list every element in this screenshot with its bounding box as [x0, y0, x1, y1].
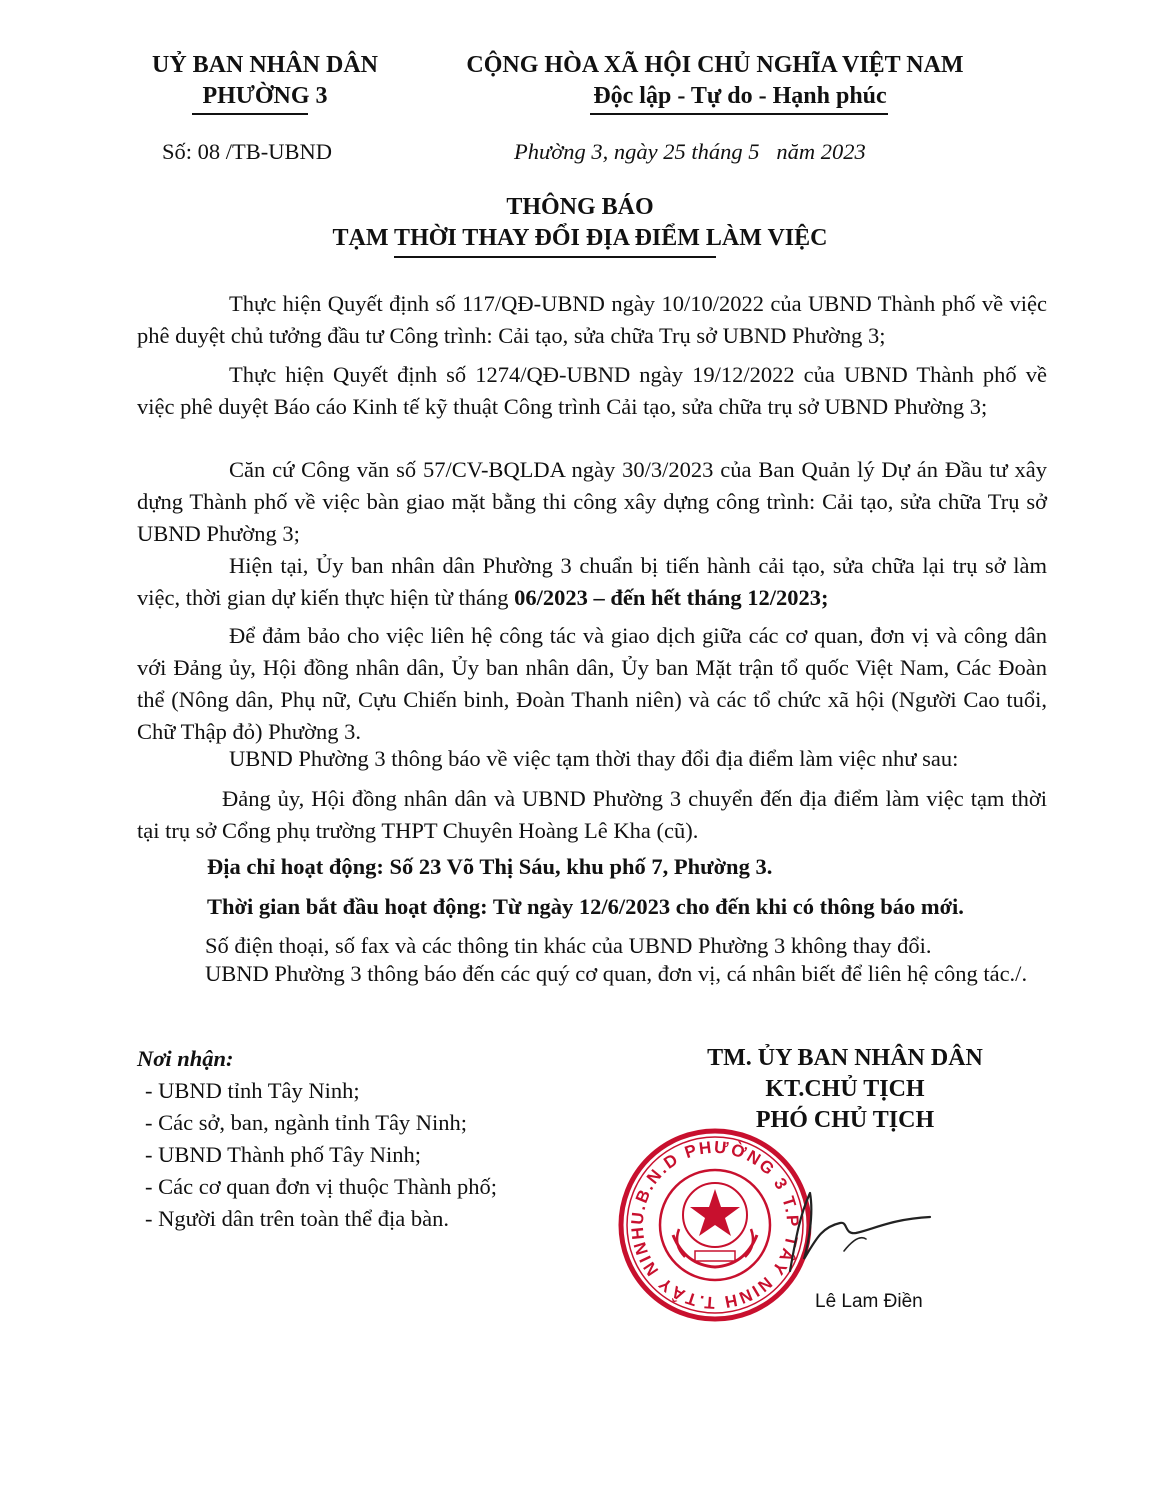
recipient-item: - UBND tỉnh Tây Ninh; [145, 1078, 360, 1103]
signer-name: Lê Lam Điền [815, 1291, 923, 1312]
paragraph-4 [137, 550, 1047, 614]
recipients-heading: Nơi nhận: [137, 1046, 234, 1071]
address-line: Địa chỉ hoạt động: Số 23 Võ Thị Sáu, khu phố 7, Phường 3. [207, 854, 773, 879]
paragraph-7: Đảng ủy, Hội đồng nhân dân và UBND Phường 3 chuyển đến địa điểm làm việc tạm thời tại trụ sở Cổng phụ trường THPT Chuyên Hoàng Lê Kha (cũ). [137, 786, 1047, 843]
recipient-item: - UBND Thành phố Tây Ninh; [145, 1142, 422, 1167]
paragraph-4-text: Hiện tại, Ủy ban nhân dân Phường 3 chuẩn bị tiến hành cải tạo, sửa chữa lại trụ sở làm việc, thời gian dự kiến thực hiện từ tháng [137, 553, 1047, 610]
signature-line1: TM. ỦY BAN NHÂN DÂN [707, 1045, 983, 1071]
paragraph-2: Thực hiện Quyết định số 1274/QĐ-UBND ngày 19/12/2022 của UBND Thành phố về việc phê duyệt Báo cáo Kinh tế kỹ thuật Công trình Cải tạo, sửa chữa trụ sở UBND Phường 3; [137, 362, 1047, 419]
start-time-line: Thời gian bắt đầu hoạt động: Từ ngày 12/6/2023 cho đến khi có thông báo mới. [207, 894, 964, 919]
paragraph-5: Để đảm bảo cho việc liên hệ công tác và giao dịch giữa các cơ quan, đơn vị và công dân với Đảng ủy, Hội đồng nhân dân, Ủy ban nhân dân, Ủy ban Mặt trận tổ quốc Việt Nam, Các Đoàn thể (Nông dân, Phụ nữ, Cựu Chiến binh, Đoàn Thanh niên) và các tổ chức xã hội (Người Cao tuổi, Chữ Thập đỏ) Phường 3. [137, 623, 1047, 744]
document-number: Số: 08 /TB-UBND [162, 139, 333, 164]
paragraph-8: Số điện thoại, số fax và các thông tin khác của UBND Phường 3 không thay đổi. [205, 933, 932, 958]
motto-underline [590, 113, 888, 115]
nation-line2: Độc lập - Tự do - Hạnh phúc [593, 83, 887, 109]
recipients-block [137, 1043, 617, 1235]
title-underline [394, 256, 716, 258]
signature-line2: KT.CHỦ TỊCH [765, 1076, 925, 1102]
title-line2: TẠM THỜI THAY ĐỔI ĐỊA ĐIỂM LÀM VIỆC [332, 225, 828, 251]
org-line2: PHƯỜNG 3 [202, 83, 328, 109]
paragraph-3: Căn cứ Công văn số 57/CV-BQLDA ngày 30/3/2023 của Ban Quản lý Dự án Đầu tư xây dựng Thành phố về việc bàn giao mặt bằng thi công xây dựng công trình: Cải tạo, sửa chữa Trụ sở UBND Phường 3; [137, 457, 1047, 546]
recipient-item: - Các sở, ban, ngành tỉnh Tây Ninh; [145, 1110, 468, 1135]
recipient-item: - Các cơ quan đơn vị thuộc Thành phố; [145, 1174, 498, 1199]
paragraph-9: UBND Phường 3 thông báo đến các quý cơ quan, đơn vị, cá nhân biết để liên hệ công tác./. [205, 961, 1028, 986]
doc-title [280, 192, 880, 254]
paragraph-4-period: 06/2023 – đến hết tháng 12/2023; [514, 585, 829, 610]
nation-header [420, 50, 1010, 112]
signature-title [680, 1043, 1010, 1136]
seal-ring-text: U.B.N.D PHƯỜNG 3 T.P TÂY NINH T.TÂY NINH [627, 1137, 803, 1313]
signature-line3: PHÓ CHỦ TỊCH [755, 1107, 935, 1133]
recipient-item: - Người dân trên toàn thể địa bàn. [145, 1206, 450, 1231]
title-line1: THÔNG BÁO [506, 194, 654, 220]
org-name [100, 50, 430, 112]
org-underline [192, 113, 308, 115]
paragraph-1: Thực hiện Quyết định số 117/QĐ-UBND ngày 10/10/2022 của UBND Thành phố về việc phê duyệt chủ tưởng đầu tư Công trình: Cải tạo, sửa chữa Trụ sở UBND Phường 3; [137, 291, 1047, 348]
place-date: Phường 3, ngày 25 tháng 5 năm 2023 [514, 139, 866, 164]
paragraph-6: UBND Phường 3 thông báo về việc tạm thời thay đổi địa điểm làm việc như sau: [229, 746, 959, 771]
org-line1: UỶ BAN NHÂN DÂN [152, 52, 378, 78]
handwritten-signature [770, 1175, 940, 1285]
nation-line1: CỘNG HÒA XÃ HỘI CHỦ NGHĨA VIỆT NAM [466, 52, 964, 78]
